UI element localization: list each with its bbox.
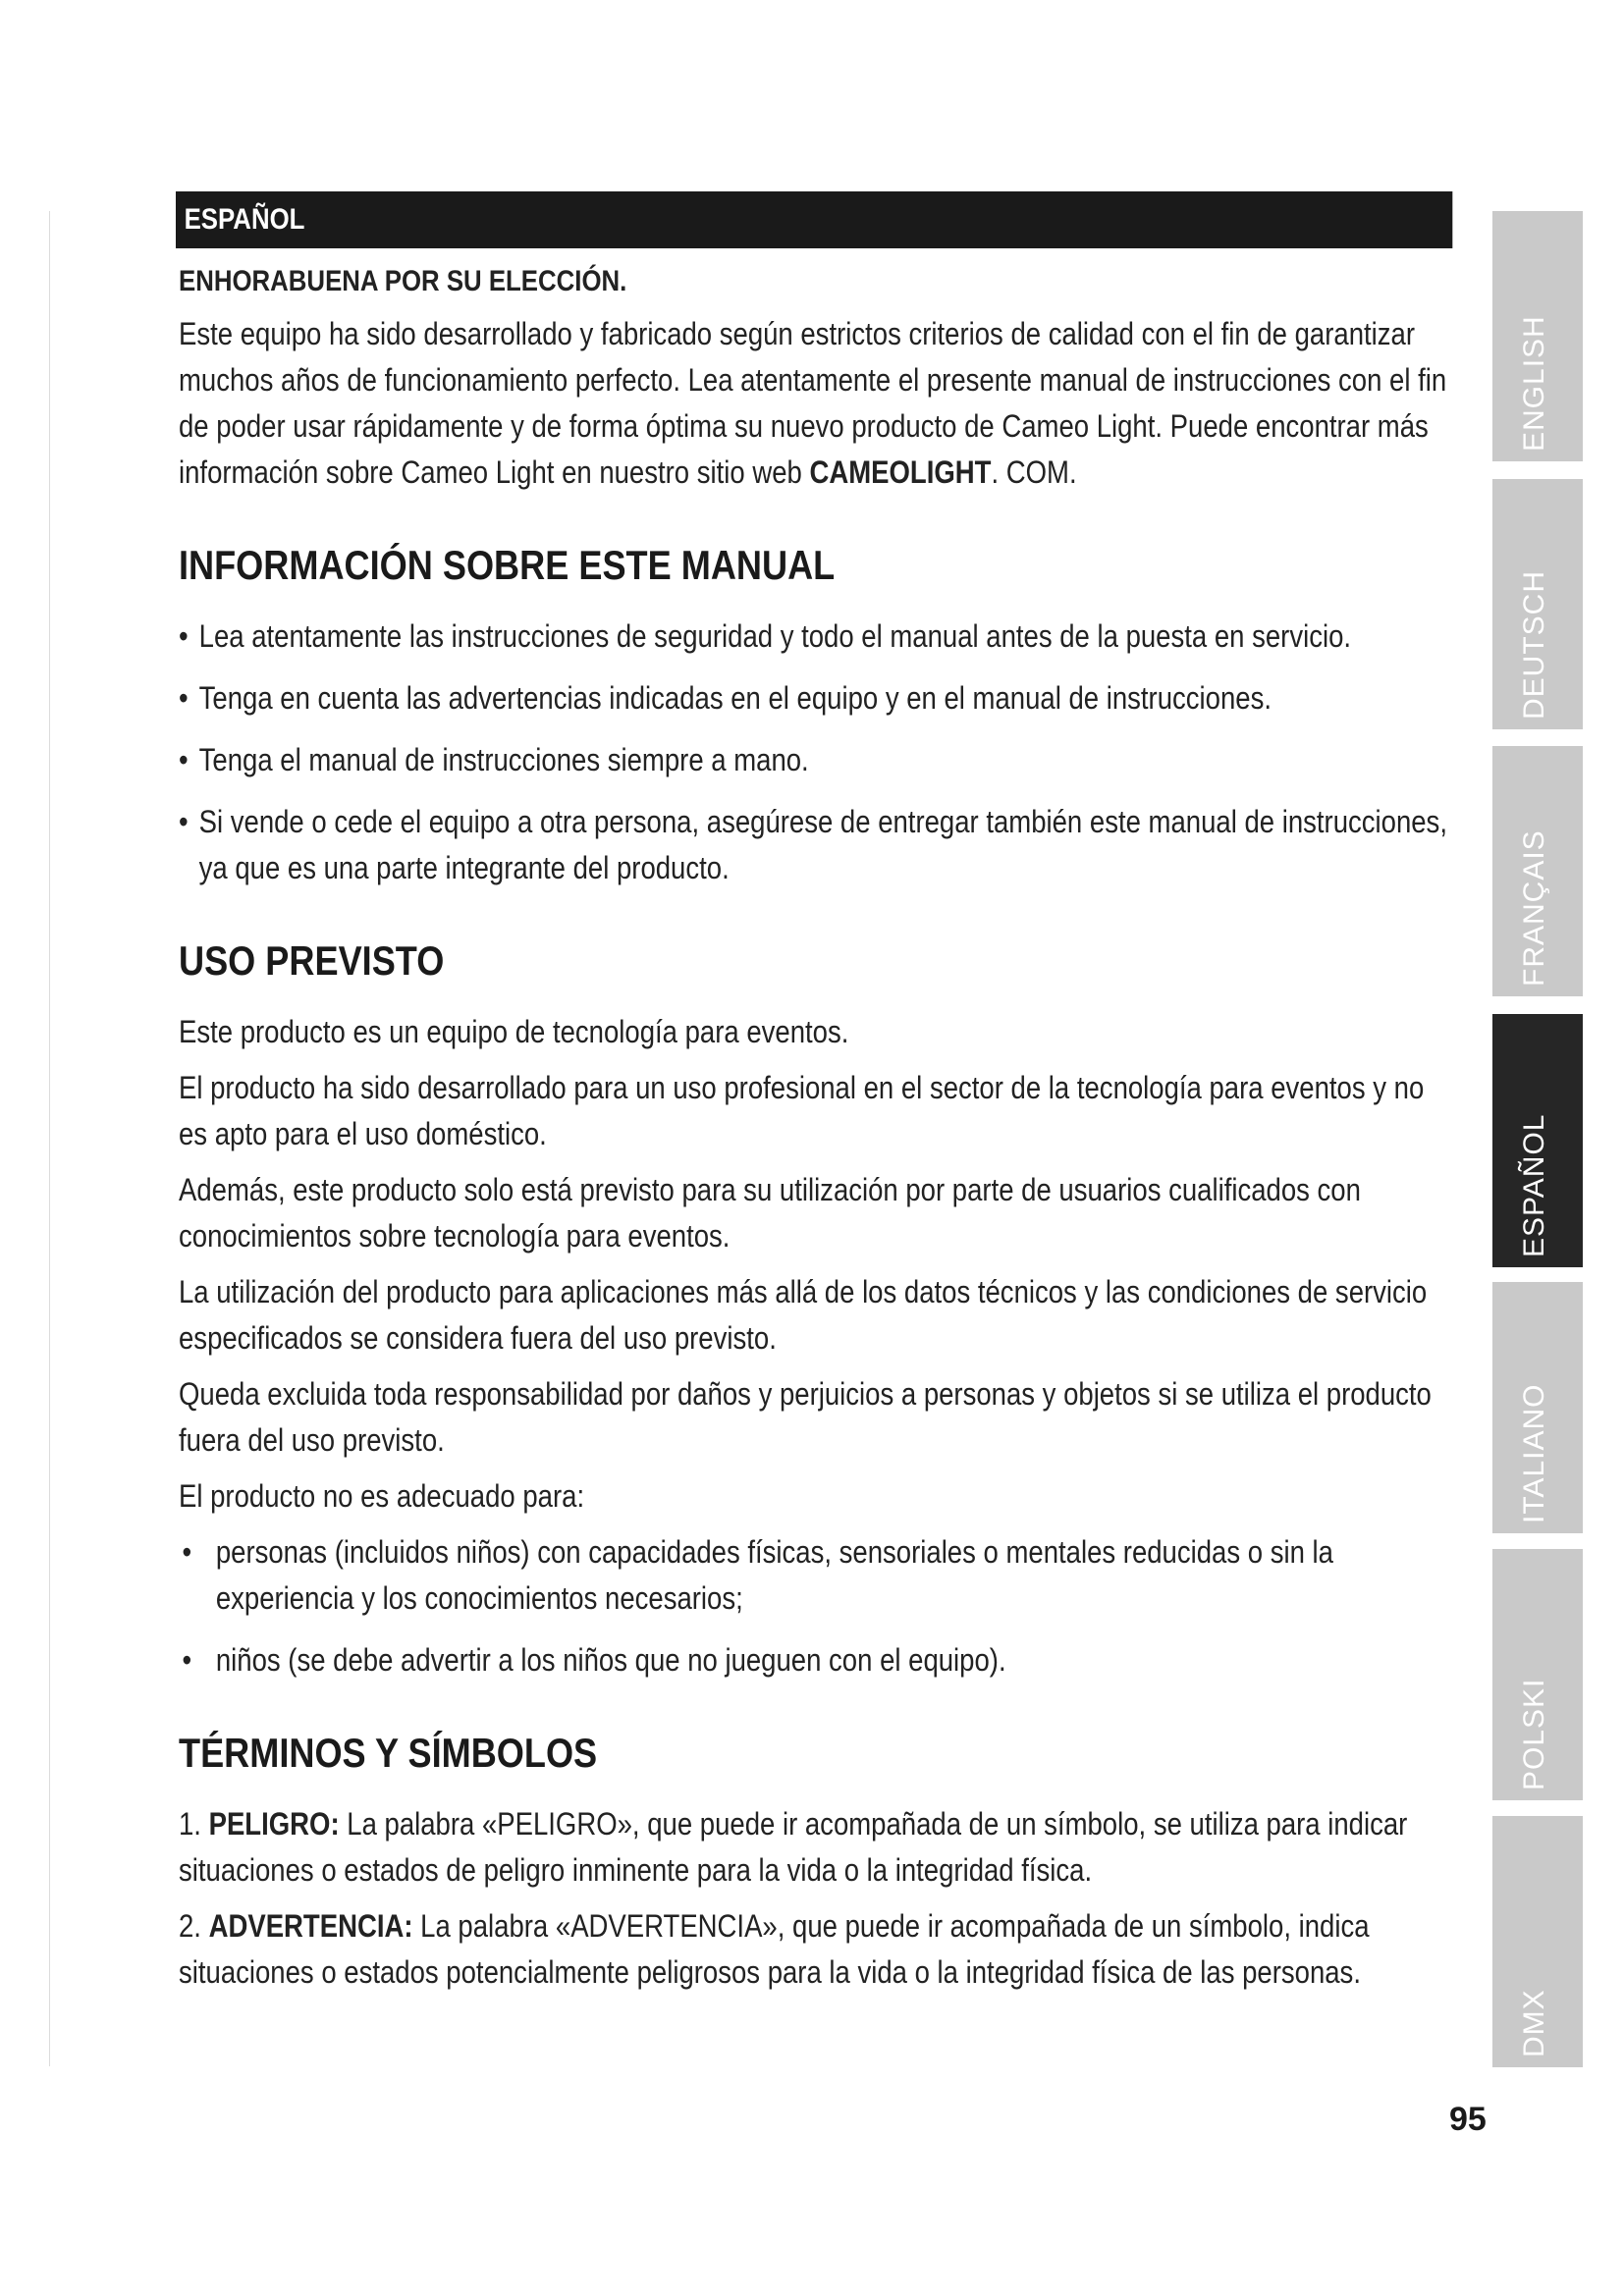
list-item: • Si vende o cede el equipo a otra persona, asegúrese de entregar también este manual de instrucciones, ya que es una parte integrante del producto. (179, 799, 1455, 891)
list-item: • Lea atentamente las instrucciones de seguridad y todo el manual antes de la puesta en servicio. (179, 614, 1455, 660)
intro-text-end: . COM. (991, 454, 1077, 490)
tab-english[interactable] (1492, 211, 1583, 461)
intended-use-paragraph: Queda excluida toda responsabilidad por daños y perjuicios a personas y objetos si se utiliza el producto fuera del uso previsto. (179, 1376, 1432, 1458)
tab-espanol-label: ESPAÑOL (1518, 1113, 1550, 1257)
intro-text: Este equipo ha sido desarrollado y fabricado según estrictos criterios de calidad con el fin de garantizar muchos años de funcionamiento perfecto. Lea atentamente el presente manual de instrucciones con el fin de poder usar rápidamente y de forma óptima su nuevo producto de Cameo Light. Puede encontrar más información sobre Cameo Light en nuestro sitio web (179, 316, 1447, 490)
text-column (179, 260, 1455, 1996)
list-item: • niños (se debe advertir a los niños que no jueguen con el equipo). (179, 1637, 1455, 1683)
terms-heading: TÉRMINOS Y SÍMBOLOS (179, 1730, 598, 1776)
intended-use-paragraph: Este producto es un equipo de tecnología para eventos. (179, 1014, 849, 1049)
intended-use-paragraph: El producto no es adecuado para: (179, 1478, 585, 1514)
tab-francais[interactable] (1492, 746, 1583, 996)
language-bar (176, 191, 1452, 248)
tab-deutsch[interactable] (1492, 479, 1583, 729)
tab-polski[interactable] (1492, 1549, 1583, 1800)
manual-info-heading: INFORMACIÓN SOBRE ESTE MANUAL (179, 542, 836, 588)
terms-section (179, 1727, 1455, 1996)
page-number: 95 (1449, 2101, 1487, 2138)
not-suitable-list (179, 1529, 1455, 1683)
tab-english-label: ENGLISH (1518, 315, 1550, 452)
term-label: ADVERTENCIA: (208, 1908, 413, 1944)
tab-dmx[interactable] (1492, 1816, 1583, 2067)
intended-use-paragraph: La utilización del producto para aplicaciones más allá de los datos técnicos y las condiciones de servicio especificados se considera fuera del uso previsto. (179, 1274, 1428, 1356)
list-item: • personas (incluidos niños) con capacidades físicas, sensoriales o mentales reducidas o sin la experiencia y los conocimientos necesarios; (179, 1529, 1455, 1622)
manual-info-list (179, 614, 1455, 891)
term-text: La palabra «ADVERTENCIA», que puede ir acompañada de un símbolo, indica situaciones o estados potencialmente peligrosos para la vida o la integridad física de las personas. (179, 1908, 1370, 1990)
tab-polski-label: POLSKI (1518, 1678, 1550, 1790)
term-item-danger (179, 1801, 1455, 1894)
tab-deutsch-label: DEUTSCH (1518, 569, 1550, 720)
list-item: • Tenga en cuenta las advertencias indicadas en el equipo y en el manual de instrucciones. (179, 675, 1455, 721)
intended-use-section (179, 934, 1455, 1683)
term-text: La palabra «PELIGRO», que puede ir acompañada de un símbolo, se utiliza para indicar situaciones o estados de peligro inminente para la vida o la integridad física. (179, 1806, 1408, 1888)
term-number: 2. (179, 1908, 201, 1944)
tab-espanol[interactable] (1492, 1014, 1583, 1267)
term-label: PELIGRO: (208, 1806, 340, 1842)
intro-subheading: ENHORABUENA POR SU ELECCIÓN. (179, 265, 627, 297)
term-number: 1. (179, 1806, 201, 1842)
intended-use-paragraph: El producto ha sido desarrollado para un uso profesional en el sector de la tecnología para eventos y no es apto para el uso doméstico. (179, 1070, 1425, 1151)
margin-line (49, 211, 50, 2066)
tab-italiano-label: ITALIANO (1518, 1383, 1550, 1523)
intro-paragraph (179, 311, 1455, 496)
intended-use-heading: USO PREVISTO (179, 937, 445, 984)
language-bar-label: ESPAÑOL (176, 191, 1452, 248)
list-item: • Tenga el manual de instrucciones siempre a mano. (179, 737, 1455, 783)
tab-dmx-label: DMX (1518, 1989, 1550, 2057)
manual-info-section (179, 539, 1455, 891)
intended-use-paragraph: Además, este producto solo está previsto para su utilización por parte de usuarios cualificados con conocimientos sobre tecnología para eventos. (179, 1172, 1361, 1254)
tab-italiano[interactable] (1492, 1282, 1583, 1533)
website-link[interactable]: CAMEOLIGHT (809, 454, 992, 490)
tab-francais-label: FRANÇAIS (1518, 829, 1550, 987)
term-item-warning (179, 1903, 1455, 1996)
page-content (179, 191, 1455, 2005)
